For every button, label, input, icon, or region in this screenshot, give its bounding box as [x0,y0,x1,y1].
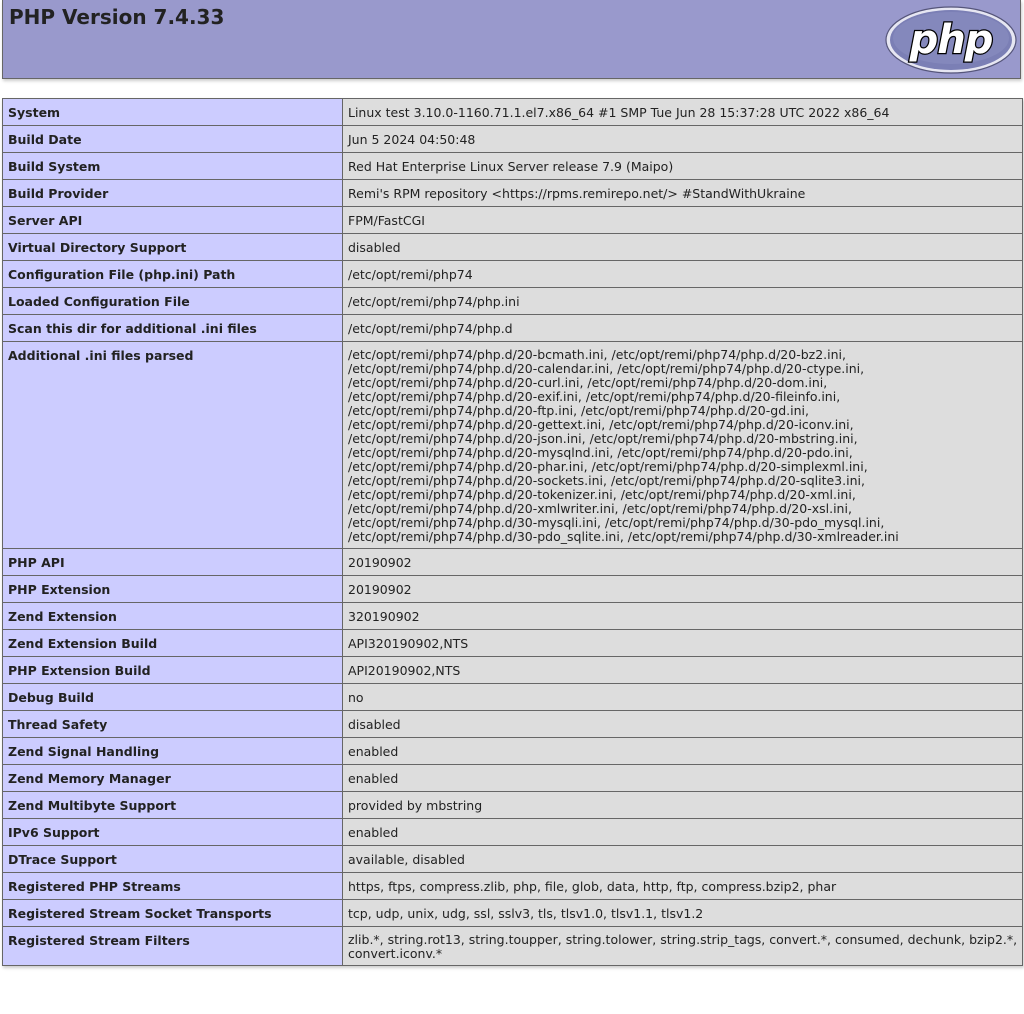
row-value: Jun 5 2024 04:50:48 [343,126,1023,153]
row-key: PHP Extension [3,576,343,603]
row-value-line: /etc/opt/remi/php74/php.d/20-phar.ini, /etc/opt/remi/php74/php.d/20-simplexml.ini, [348,459,868,474]
row-key: Build Provider [3,180,343,207]
table-row [3,603,1023,630]
row-value-line: /etc/opt/remi/php74/php.d/20-gettext.ini, /etc/opt/remi/php74/php.d/20-iconv.ini, [348,417,854,432]
table-row [3,657,1023,684]
row-value: API20190902,NTS [343,657,1023,684]
table-row [3,711,1023,738]
row-value: Red Hat Enterprise Linux Server release 7.9 (Maipo) [343,153,1023,180]
php-logo-text: php [909,17,993,63]
row-value: 20190902 [343,549,1023,576]
row-value-line: /etc/opt/remi/php74/php.d/20-curl.ini, /etc/opt/remi/php74/php.d/20-dom.ini, [348,375,828,390]
table-row [3,846,1023,873]
row-value-line: convert.iconv.* [348,946,443,961]
row-value [343,927,1023,966]
row-value: Remi's RPM repository <https://rpms.remirepo.net/> #StandWithUkraine [343,180,1023,207]
info-table [2,98,1023,966]
row-value-line: /etc/opt/remi/php74/php.d/30-mysqli.ini, /etc/opt/remi/php74/php.d/30-pdo_mysql.ini, [348,515,885,530]
table-row [3,684,1023,711]
row-key: Virtual Directory Support [3,234,343,261]
row-value: disabled [343,234,1023,261]
row-value [343,342,1023,549]
row-value: API320190902,NTS [343,630,1023,657]
row-key: Configuration File (php.ini) Path [3,261,343,288]
row-value-line: /etc/opt/remi/php74/php.d/20-mysqlnd.ini, /etc/opt/remi/php74/php.d/20-pdo.ini, [348,445,853,460]
table-row [3,738,1023,765]
row-key: Zend Multibyte Support [3,792,343,819]
php-logo[interactable] [884,5,1018,75]
row-value-line: /etc/opt/remi/php74/php.d/20-sockets.ini, /etc/opt/remi/php74/php.d/20-sqlite3.ini, [348,473,865,488]
row-key: Registered Stream Socket Transports [3,900,343,927]
table-row [3,549,1023,576]
table-row [3,234,1023,261]
table-row [3,900,1023,927]
row-value: /etc/opt/remi/php74/php.ini [343,288,1023,315]
row-key: IPv6 Support [3,819,343,846]
info-table-body [3,99,1023,966]
row-key: PHP Extension Build [3,657,343,684]
row-value-line: /etc/opt/remi/php74/php.d/30-pdo_sqlite.ini, /etc/opt/remi/php74/php.d/30-xmlreader.ini [348,529,899,544]
table-row [3,99,1023,126]
row-key: Loaded Configuration File [3,288,343,315]
row-value-line: /etc/opt/remi/php74/php.d/20-ftp.ini, /etc/opt/remi/php74/php.d/20-gd.ini, [348,403,809,418]
row-value: 20190902 [343,576,1023,603]
table-row [3,207,1023,234]
row-key: Zend Signal Handling [3,738,343,765]
row-value-line: /etc/opt/remi/php74/php.d/20-calendar.ini, /etc/opt/remi/php74/php.d/20-ctype.ini, [348,361,865,376]
table-row [3,630,1023,657]
page-title: PHP Version 7.4.33 [9,5,225,29]
table-row [3,576,1023,603]
phpinfo-header [2,0,1021,79]
row-key: PHP API [3,549,343,576]
row-value: tcp, udp, unix, udg, ssl, sslv3, tls, tlsv1.0, tlsv1.1, tlsv1.2 [343,900,1023,927]
row-value-line: /etc/opt/remi/php74/php.d/20-xmlwriter.ini, /etc/opt/remi/php74/php.d/20-xsl.ini, [348,501,852,516]
row-value: available, disabled [343,846,1023,873]
table-row [3,342,1023,549]
row-value: provided by mbstring [343,792,1023,819]
row-key: DTrace Support [3,846,343,873]
table-row [3,765,1023,792]
table-row [3,819,1023,846]
row-value-line: /etc/opt/remi/php74/php.d/20-tokenizer.ini, /etc/opt/remi/php74/php.d/20-xml.ini, [348,487,856,502]
row-value-line: zlib.*, string.rot13, string.toupper, string.tolower, string.strip_tags, convert.*, consumed, dechunk, bzip2.*, [348,932,1018,947]
table-row [3,288,1023,315]
table-row [3,315,1023,342]
row-value: enabled [343,738,1023,765]
row-key: Debug Build [3,684,343,711]
row-key: Zend Extension [3,603,343,630]
row-key: System [3,99,343,126]
row-value-line: /etc/opt/remi/php74/php.d/20-json.ini, /etc/opt/remi/php74/php.d/20-mbstring.ini, [348,431,858,446]
row-value-line: /etc/opt/remi/php74/php.d/20-bcmath.ini, /etc/opt/remi/php74/php.d/20-bz2.ini, [348,347,846,362]
row-key: Registered PHP Streams [3,873,343,900]
row-key: Build System [3,153,343,180]
row-key: Zend Memory Manager [3,765,343,792]
row-value: /etc/opt/remi/php74 [343,261,1023,288]
row-value: 320190902 [343,603,1023,630]
table-row [3,927,1023,966]
row-value: enabled [343,819,1023,846]
table-row [3,261,1023,288]
row-key: Registered Stream Filters [3,927,343,966]
table-row [3,792,1023,819]
row-value: https, ftps, compress.zlib, php, file, glob, data, http, ftp, compress.bzip2, phar [343,873,1023,900]
row-key: Zend Extension Build [3,630,343,657]
row-value: no [343,684,1023,711]
row-value: /etc/opt/remi/php74/php.d [343,315,1023,342]
row-value: FPM/FastCGI [343,207,1023,234]
row-key: Additional .ini files parsed [3,342,343,549]
row-key: Build Date [3,126,343,153]
table-row [3,873,1023,900]
table-row [3,180,1023,207]
table-row [3,126,1023,153]
table-row [3,153,1023,180]
row-value: Linux test 3.10.0-1160.71.1.el7.x86_64 #1 SMP Tue Jun 28 15:37:28 UTC 2022 x86_64 [343,99,1023,126]
row-key: Thread Safety [3,711,343,738]
row-value: enabled [343,765,1023,792]
row-value: disabled [343,711,1023,738]
row-key: Scan this dir for additional .ini files [3,315,343,342]
row-value-line: /etc/opt/remi/php74/php.d/20-exif.ini, /etc/opt/remi/php74/php.d/20-fileinfo.ini, [348,389,841,404]
row-key: Server API [3,207,343,234]
